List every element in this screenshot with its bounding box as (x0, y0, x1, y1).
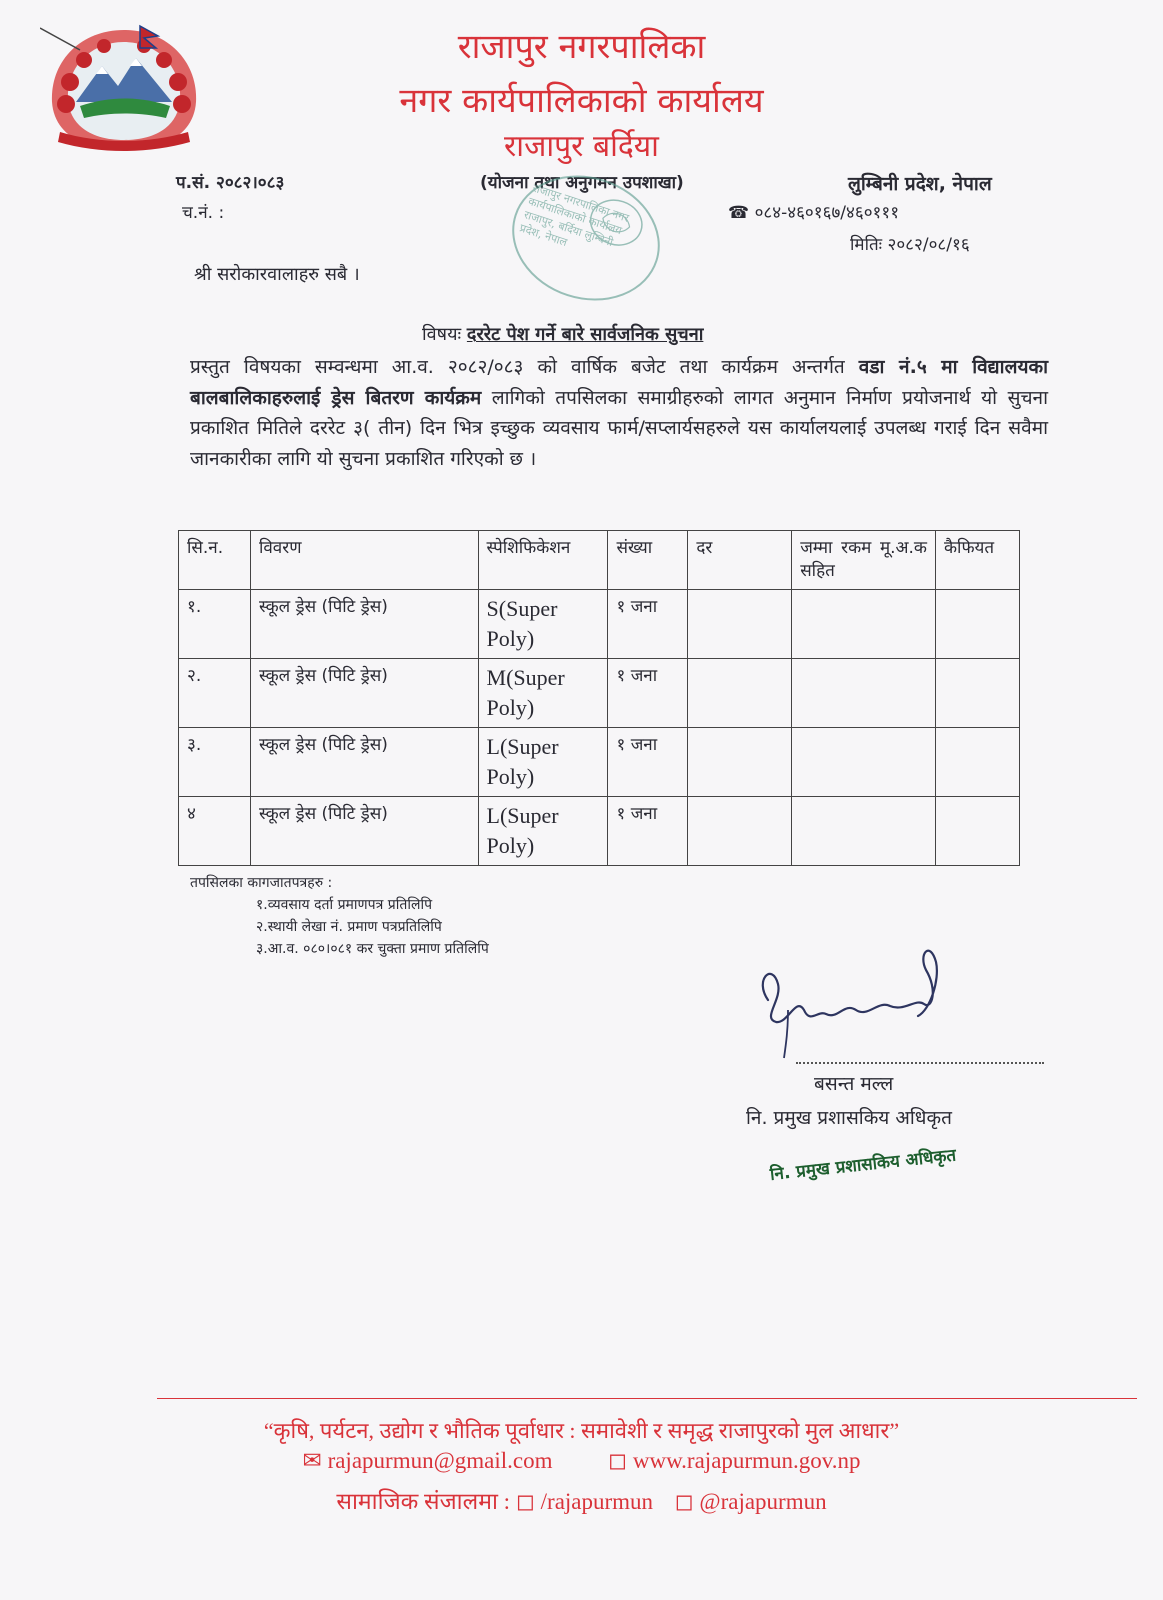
row-quantity: १ जना (608, 728, 688, 797)
social-label: सामाजिक संजालमा : (336, 1489, 511, 1514)
footer-divider (157, 1398, 1137, 1399)
document-item: ३.आ.व. ०८०।०८१ कर चुक्ता प्रमाण प्रतिलिपि (256, 941, 489, 957)
row-quantity: १ जना (608, 659, 688, 728)
subject-label: विषयः (422, 324, 462, 345)
row-specification: S(Super Poly) (478, 590, 608, 659)
row-total (792, 728, 936, 797)
table-row (179, 659, 1020, 728)
row-quantity: १ जना (608, 797, 688, 866)
footer-website[interactable]: www.rajapurmun.gov.np (632, 1448, 861, 1473)
header-rate: दर (688, 531, 792, 590)
municipality-name: राजापुर नगरपालिका (457, 27, 706, 67)
row-description: स्कूल ड्रेस (पिटि ड्रेस) (250, 590, 478, 659)
phone-number: ०८४-४६०१६७/४६०१११ (754, 203, 900, 223)
row-sn: १. (179, 590, 251, 659)
subject-line (422, 322, 703, 346)
footer-twitter[interactable]: @rajapurmun (699, 1489, 827, 1514)
row-remark (935, 728, 1019, 797)
row-total (792, 797, 936, 866)
header-quantity: संख्या (608, 531, 688, 590)
row-description: स्कूल ड्रेस (पिटि ड्रेस) (250, 728, 478, 797)
section-name: (योजना तथा अनुगमन उपशाखा) (480, 173, 684, 193)
facebook-icon: ◻ (515, 1489, 535, 1514)
footer-email[interactable]: rajapurmun@gmail.com (327, 1448, 553, 1473)
reference-number: प.सं. २०८२।०८३ (176, 173, 285, 193)
header-description: विवरण (250, 531, 478, 590)
header-specification: स्पेशिफिकेशन (478, 531, 608, 590)
signatory-name: बसन्त मल्ल (814, 1073, 894, 1095)
subject-text: दररेट पेश गर्ने बारे सार्वजनिक सुचना (466, 324, 704, 345)
table-row (179, 590, 1020, 659)
row-total (792, 590, 936, 659)
header-sn: सि.न. (179, 531, 251, 590)
signature-line (796, 1062, 1044, 1064)
notice-body (190, 352, 1048, 474)
row-rate (688, 797, 792, 866)
row-rate (688, 728, 792, 797)
globe-icon: ◻ (608, 1448, 628, 1473)
footer-facebook[interactable]: /rajapurmun (540, 1489, 654, 1514)
header-remarks: कैफियत (935, 531, 1019, 590)
body-part-1: प्रस्तुत विषयका सम्वन्धमा आ.व. २०८२/०८३ को वार्षिक बजेट तथा कार्यक्रम अन्तर्गत (190, 356, 859, 378)
twitter-icon: ◻ (674, 1489, 694, 1514)
stamp-text: राजापुर नगरपालिका नगर कार्यपालिकाको कार्यालय राजापुर, बर्दिया लुम्बिनी प्रदेश, नेपाल (517, 181, 631, 250)
row-remark (935, 797, 1019, 866)
phone-line (728, 200, 899, 223)
handwritten-signature (748, 940, 978, 1060)
body-highlight: वडा नं.५ मा विद्यालयका बालबालिकाहरुलाई ड्रेस बितरण कार्यक्रम (190, 356, 1048, 409)
row-remark (935, 659, 1019, 728)
quotation-table (178, 530, 1020, 866)
dispatch-number: च.नं. : (182, 203, 225, 223)
table-header-row (179, 531, 1020, 590)
footer-contacts (0, 1448, 1163, 1474)
row-description: स्कूल ड्रेस (पिटि ड्रेस) (250, 659, 478, 728)
row-specification: L(Super Poly) (478, 797, 608, 866)
document-item: २.स्थायी लेखा नं. प्रमाण पत्रप्रतिलिपि (256, 919, 442, 935)
row-description: स्कूल ड्रेस (पिटि ड्रेस) (250, 797, 478, 866)
row-specification: L(Super Poly) (478, 728, 608, 797)
header-total-amount: जम्मा रकम मू.अ.क सहित (792, 531, 936, 590)
office-name: नगर कार्यपालिकाको कार्यालय (399, 81, 764, 121)
row-sn: ३. (179, 728, 251, 797)
row-remark (935, 590, 1019, 659)
required-documents (190, 872, 489, 960)
mail-icon: ✉ (302, 1448, 322, 1473)
phone-icon: ☎ (728, 203, 750, 223)
footer-social (0, 1484, 1163, 1516)
row-sn: ४ (179, 797, 251, 866)
row-total (792, 659, 936, 728)
row-quantity: १ जना (608, 590, 688, 659)
row-specification: M(Super Poly) (478, 659, 608, 728)
row-sn: २. (179, 659, 251, 728)
office-location: राजापुर बर्दिया (504, 129, 659, 164)
documents-title: तपसिलका कागजातपत्रहरु : (190, 875, 333, 891)
body-part-2: लागिको तपसिलका समाग्रीहरुको लागत अनुमान निर्माण प्रयोजनार्थ यो सुचना प्रकाशित मितिले दररेट ३( तीन) दिन भित्र इच्छुक व्यवसाय फार्म/सप्लार्यसहरुले यस कार्यालयलाई उपलब्ध गराई दिन सवैमा जानकारीका लागि यो सुचना प्रकाशित गरिएको छ । (190, 386, 1048, 470)
addressee: श्री सरोकारवालाहरु सबै । (194, 264, 360, 285)
table-row (179, 728, 1020, 797)
signatory-title: नि. प्रमुख प्रशासकिय अधिकृत (746, 1107, 952, 1129)
province-name: लुम्बिनी प्रदेश, नेपाल (848, 173, 992, 195)
designation-stamp: नि. प्रमुख प्रशासकिय अधिकृत (769, 1145, 958, 1185)
table-row (179, 797, 1020, 866)
footer-motto: “कृषि, पर्यटन, उद्योग र भौतिक पूर्वाधार : समावेशी र समृद्ध राजापुरको मुल आधार” (263, 1418, 900, 1443)
row-rate (688, 659, 792, 728)
letter-date: मितिः २०८२/०८/१६ (850, 235, 970, 255)
document-item: १.व्यवसाय दर्ता प्रमाणपत्र प्रतिलिपि (256, 897, 433, 913)
row-rate (688, 590, 792, 659)
